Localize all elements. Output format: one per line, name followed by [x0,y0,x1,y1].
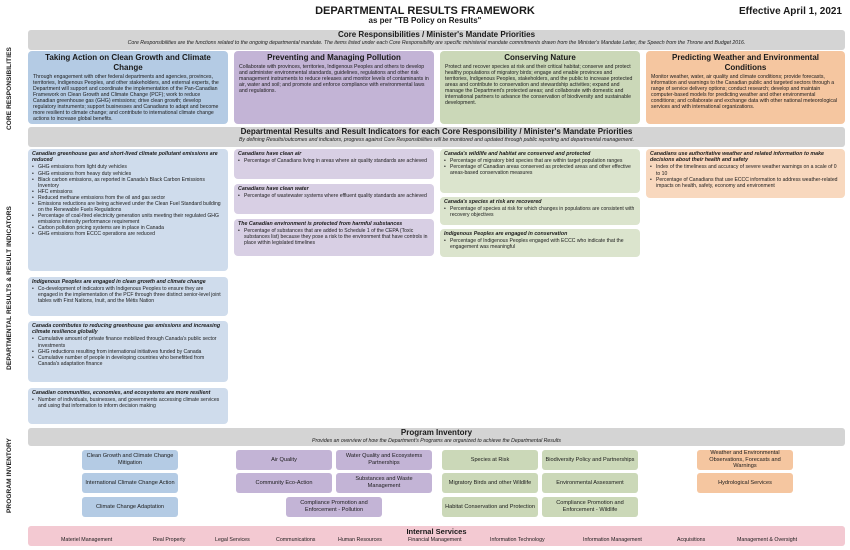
result-indicator: • GHG emissions from light duty vehicles [32,164,224,170]
service-human-resources: Human Resources [338,537,382,543]
program-international-climate: International Climate Change Action [82,473,178,493]
service-information-management: Information Management [583,537,642,543]
program-water-quality: Water Quality and Ecosystems Partnerships [336,450,432,470]
core-nature-title: Conserving Nature [504,53,576,62]
result-heading: Canada's species at risk are recovered [444,199,542,205]
result-indicator: • Percentage of migratory bird species that are within target population ranges [444,158,636,164]
result-heading: Canadians have clean water [238,186,309,192]
program-migratory-birds: Migratory Birds and other Wildlife [442,473,538,493]
core-clean-growth-title: Taking Action on Clean Growth and Climate Change [45,53,211,72]
result-indicator: • Cumulative amount of private finance mobilized through Canada's public sector investments [32,336,224,348]
program-section-title: Program Inventory [400,428,473,437]
result-heading: Canada's wildlife and habitat are conserved and protected [444,151,591,157]
core-weather-desc: Monitor weather, water, air quality and climate conditions; provide forecasts, information and warnings to the Canadian public and targeted sectors through a range of service delivery options; conduct research; develop and maintain computer-based models for predicting weather and other environmental conditions; and collaborate and exchange data with other national meteorological services and with international organizations. [651,74,838,110]
result-indicator: • Percentage of coal-fired electricity generation units meeting their regulated GHG emissions intensity performance requirement [32,213,224,225]
result-indicator: • Carbon pollution pricing systems are in place in Canada [32,225,224,231]
side-label-core: CORE RESPONSIBILITIES [5,46,13,130]
program-environmental-assessment: Environmental Assessment [542,473,638,493]
page-subtitle: as per "TB Policy on Results" [368,16,482,25]
service-real-property: Real Property [153,537,186,543]
core-pollution-desc: Collaborate with provinces, territories, Indigenous Peoples and others to develop and administer environmental standards, guidelines, regulations and other risk management instruments to reduce releases and monitor levels of contaminants in air, water and soil; and promote and enforce compliance with environmental laws and regulations. [239,64,429,94]
result-heading: Indigenous Peoples are engaged in conservation [444,231,568,237]
result-heading: Indigenous Peoples are engaged in clean growth and climate change [32,279,206,285]
result-indicator: • Co-development of indicators with Indigenous Peoples to ensure they are engaged in the implementation of the PCF through three distinct senior-level joint tables with First Nations, Inuit, and the Métis Nation [32,286,224,304]
core-nature [440,51,640,124]
core-pollution-title: Preventing and Managing Pollution [267,53,401,62]
program-section-subtitle: Provides an overview of how the Department's Programs are organized to achieve the Departmental Results [312,438,561,444]
core-clean-growth [28,51,228,124]
core-nature-desc: Protect and recover species at risk and their critical habitat; conserve and protect healthy populations of migratory birds; engage and enable provinces and territories, Indigenous Peoples, stakeholders, and the public to increase protected areas and contribute to conservation and stewardship activities; expand and manage the Department's protected areas; and collaborate with domestic and international partners to advance the conservation of biodiversity and sustainable development. [445,64,633,106]
program-substances-waste: Substances and Waste Management [336,473,432,493]
result-indicator: • GHG reductions resulting from international initiatives funded by Canada [32,349,224,355]
result-box-species-at-risk [440,197,640,225]
result-indicator: • Black carbon emissions, as reported in Canada's Black Carbon Emissions Inventory [32,177,224,189]
result-box-clean-water [234,184,434,214]
program-air-quality: Air Quality [236,450,332,470]
program-compliance-wildlife: Compliance Promotion and Enforcement - Wildlife [542,497,638,517]
service-information-technology: Information Technology [490,537,545,543]
result-box-weather-info [646,149,845,198]
program-compliance-pollution: Compliance Promotion and Enforcement - Pollution [286,497,382,517]
result-indicator: • GHG emissions from heavy duty vehicles [32,171,224,177]
result-box-indigenous-conservation [440,229,640,257]
result-indicator: • GHG emissions from ECCC operations are reduced [32,231,224,237]
core-section-band [28,30,845,50]
result-indicator: • HFC emissions [32,189,224,195]
result-heading: Canadian communities, economies, and ecosystems are more resilient [32,390,211,396]
core-section-title: Core Responsibilities / Minister's Mandate Priorities [337,30,536,39]
program-climate-adaptation: Climate Change Adaptation [82,497,178,517]
result-indicator: • Percentage of Canadian areas conserved as protected areas and other effective areas-based conservation measures [444,164,636,176]
page-title: DEPARTMENTAL RESULTS FRAMEWORK [315,5,535,17]
service-communications: Communications [276,537,316,543]
result-heading: Canadian greenhouse gas and short-lived climate pollutant emissions are reduced [32,151,218,164]
service-legal-services: Legal Services [215,537,250,543]
result-heading: The Canadian environment is protected from harmful substances [238,221,403,227]
result-box-indigenous-climate [28,277,228,316]
core-weather [646,51,845,124]
program-habitat-conservation: Habitat Conservation and Protection [442,497,538,517]
result-box-wildlife-habitat [440,149,640,193]
core-pollution [234,51,434,124]
program-biodiversity-policy: Biodiversity Policy and Partnerships [542,450,638,470]
core-section-subtitle: Core Responsibilities are the functions related to the ongoing departmental mandate. The items listed under each Core Responsibility are specific ministerial mandate commitments drawn from the Minister's Mandate Letter, the Speech from the Throne and Budget 2016. [127,40,746,46]
service-materiel-management: Materiel Management [61,537,113,543]
effective-date: Effective April 1, 2021 [738,6,842,17]
result-indicator: • Cumulative number of people in developing countries who benefitted from Canada's adaptation finance [32,355,224,367]
result-heading: Canadians have clean air [238,151,302,157]
side-label-program: PROGRAM INVENTORY [5,438,13,514]
results-section-subtitle: By defining Results/outcomes and indicators, progress against Core Responsibilities will be monitored and updated through public reporting and departmental management. [238,137,635,143]
result-indicator: • Percentage of Canadians living in areas where air quality standards are achieved [238,158,430,164]
result-indicator: • Index of the timeliness and accuracy of severe weather warnings on a scale of 0 to 10 [650,164,841,176]
result-box-global [28,321,228,382]
results-section-title: Departmental Results and Result Indicators for each Core Responsibility / Minister's Mandate Priorities [240,127,633,136]
result-box-clean-air [234,149,434,179]
service-management-oversight: Management & Oversight [737,537,798,543]
result-indicator: • Number of individuals, businesses, and governments accessing climate services and using that information to inform decision making [32,397,224,409]
service-acquisitions: Acquisitions [677,537,706,543]
program-clean-growth-mitigation: Clean Growth and Climate Change Mitigation [82,450,178,470]
result-indicator: • Percentage of wastewater systems where effluent quality standards are achieved [238,193,430,199]
result-heading: Canada contributes to reducing greenhouse gas emissions and increasing climate resilience globally [32,323,221,336]
result-indicator: • Reduced methane emissions from the oil and gas sector [32,195,224,201]
program-community-eco-action: Community Eco-Action [236,473,332,493]
result-heading: Canadians use authoritative weather and related information to make decisions about their health and safety [650,151,824,164]
program-hydrological-services: Hydrological Services [697,473,793,493]
internal-services-band [28,526,845,546]
core-clean-growth-desc: Through engagement with other federal departments and agencies, provinces, territories, Indigenous Peoples, and other stakeholders, and external experts, the Department will support and coordinate the implementation of the Pan-Canadian Framework on Clean Growth and Climate Change (PCF); work to reduce Canadian greenhouse gas (GHG) emissions; drive clean growth; develop regulatory instruments; support businesses and Canadians to adapt and become more resilient to climate change; and contribute to international climate change actions to increase global benefits. [33,74,219,122]
program-species-at-risk: Species at Risk [442,450,538,470]
side-label-results: DEPARTMENTAL RESULTS & RESULT INDICATORS [5,205,13,370]
result-box-harmful-substances [234,219,434,256]
program-section-band [28,428,845,446]
result-indicator: • Percentage of species at risk for which changes in populations are consistent with recovery objectives [444,206,636,218]
result-indicator: • Percentage of substances that are added to Schedule 1 of the CEPA (Toxic substances list) because they pose a risk to the environment that have controls in place within legislated timelines [238,228,430,246]
results-section-band [28,127,845,147]
core-weather-title: Predicting Weather and Environmental Conditions [672,53,819,72]
service-financial-management: Financial Management [408,537,462,543]
internal-services-title: Internal Services [406,527,467,536]
result-indicator: • Percentage of Indigenous Peoples engaged with ECCC who indicate that the engagement was meaningful [444,238,636,250]
program-weather-observations: Weather and Environmental Observations, Forecasts and Warnings [697,450,793,470]
result-indicator: • Percentage of Canadians that use ECCC information to address weather-related impacts on health, safety, economy and environment [650,177,841,189]
result-box-resilient [28,388,228,424]
result-box-ghg [28,149,228,271]
result-indicator: • Emissions reductions are being achieved under the Clean Fuel Standard building on the Renewable Fuels Regulations [32,201,224,213]
